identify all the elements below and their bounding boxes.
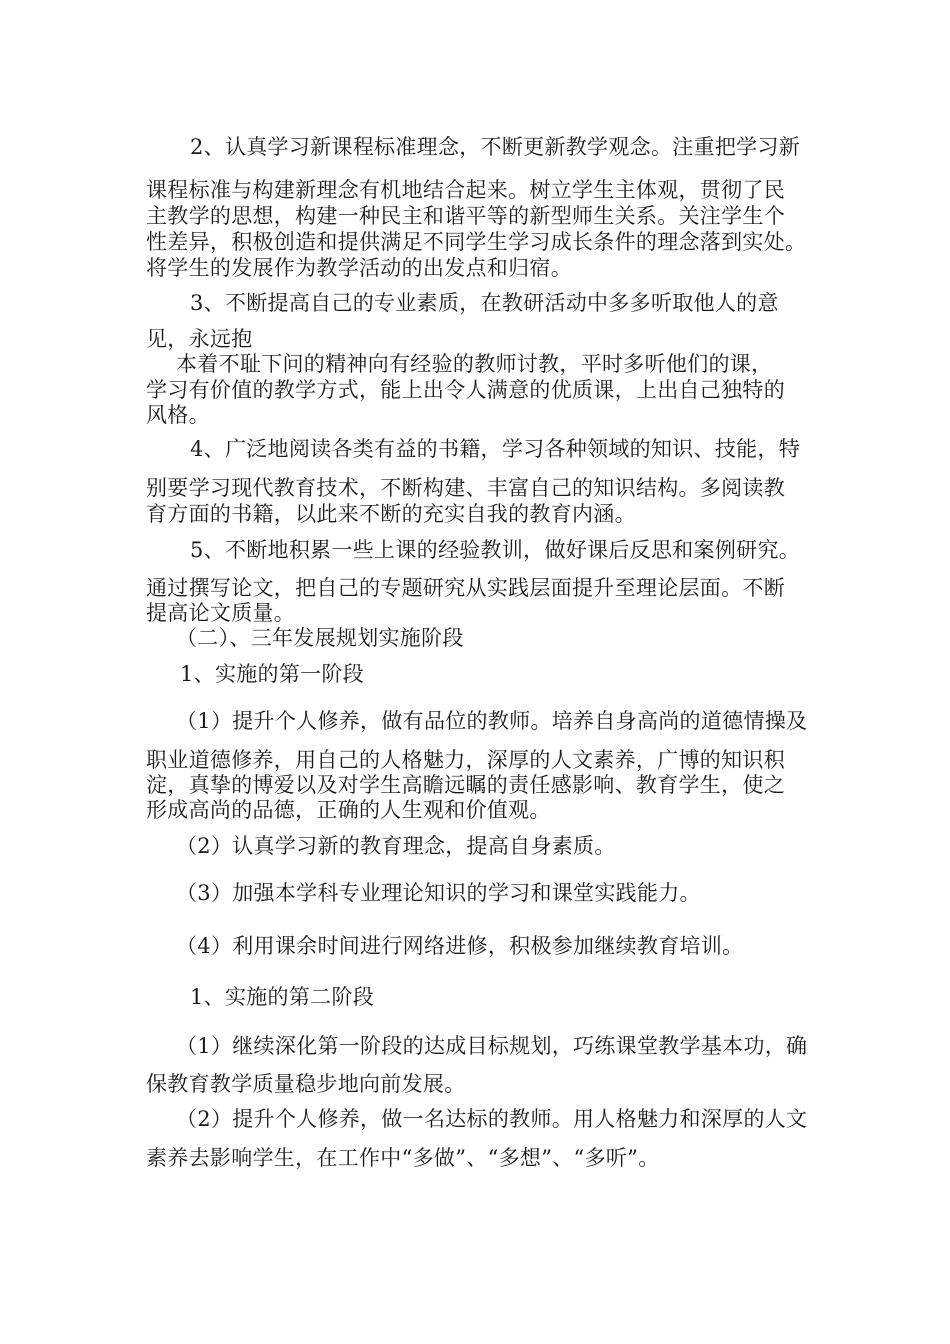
text-line: 提高论文质量。 — [146, 601, 296, 625]
text-line: 本着不耻下问的精神向有经验的教师讨教，平时多听他们的课， — [176, 352, 773, 376]
text-line: 形成高尚的品德，正确的人生观和价值观。 — [146, 798, 551, 822]
section-heading: （二）、三年发展规划实施阶段 — [176, 626, 464, 650]
text-line: （1）继续深化第一阶段的达成目标规划，巧练课堂教学基本功，确 — [176, 1034, 808, 1058]
text-line: 保教育教学质量稳步地向前发展。 — [146, 1072, 466, 1096]
text-line: 淀，真挚的博爱以及对学生高瞻远瞩的责任感影响、教育学生，使之 — [146, 773, 785, 797]
text-line: 风格。 — [146, 403, 210, 427]
subsection-heading: 1、实施的第一阶段 — [180, 662, 365, 686]
text-line: 2、认真学习新课程标准理念，不断更新教学观念。注重把学习新 — [190, 135, 801, 159]
text-line: 4、广泛地阅读各类有益的书籍，学习各种领域的知识、技能，特 — [190, 437, 801, 461]
text-line: （4）利用课余时间进行网络进修，积极参加继续教育培训。 — [176, 934, 744, 958]
text-line: 职业道德修养，用自己的人格魅力，深厚的人文素养，广博的知识积 — [146, 748, 785, 772]
text-line: 见，永远抱 — [146, 327, 253, 351]
text-line: 学习有价值的教学方式，能上出令人满意的优质课，上出自己独特的 — [146, 378, 785, 402]
text-line: 课程标准与构建新理念有机地结合起来。树立学生主体观，贯彻了民 — [146, 178, 785, 202]
text-line: 将学生的发展作为教学活动的出发点和归宿。 — [146, 256, 572, 280]
text-line: 通过撰写论文，把自己的专题研究从实践层面提升至理论层面。不断 — [146, 576, 785, 600]
text-line: 主教学的思想，构建一种民主和谐平等的新型师生关系。关注学生个 — [146, 204, 785, 228]
text-line: （2）提升个人修养，做一名达标的教师。用人格魅力和深厚的人文 — [176, 1107, 808, 1131]
text-line: 素养去影响学生，在工作中“多做”、“多想”、“多听”。 — [146, 1146, 660, 1170]
subsection-heading: 1、实施的第二阶段 — [190, 985, 375, 1009]
text-line: 性差异，积极创造和提供满足不同学生学习成长条件的理念落到实处。 — [146, 230, 807, 254]
text-line: 别要学习现代教育技术，不断构建、丰富自己的知识结构。多阅读教 — [146, 476, 785, 500]
text-line: 3、不断提高自己的专业素质，在教研活动中多多听取他人的意 — [190, 291, 779, 315]
text-line: （2）认真学习新的教育理念，提高自身素质。 — [176, 834, 616, 858]
text-line: 5、不断地积累一些上课的经验教训，做好课后反思和案例研究。 — [190, 538, 801, 562]
text-line: 育方面的书籍，以此来不断的充实自我的教育内涵。 — [146, 502, 636, 526]
text-line: （1）提升个人修养，做有品位的教师。培养自身高尚的道德情操及 — [176, 709, 808, 733]
text-line: （3）加强本学科专业理论知识的学习和课堂实践能力。 — [176, 881, 701, 905]
